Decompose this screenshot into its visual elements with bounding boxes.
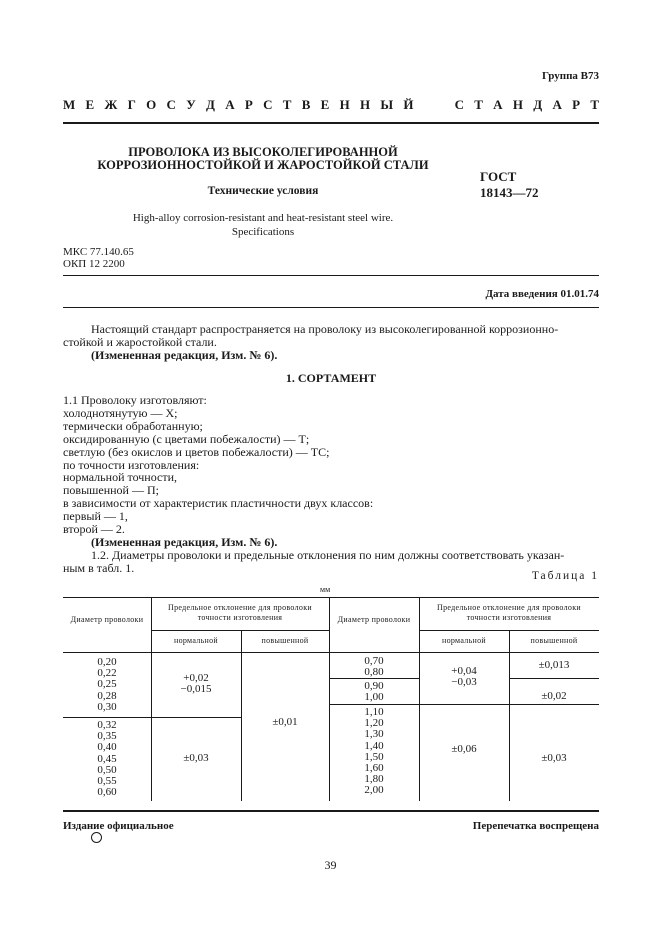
clause-line: оксидированную (с цветами побежалости) — Т; [63,431,310,446]
col-line-4 [419,597,420,801]
heading-letter: Ы [380,97,394,112]
classification-codes [63,246,134,270]
document-subtitle: Технические условия [207,185,319,197]
col-line-1 [151,597,152,801]
heading-letter: М [63,97,76,112]
diameter-value: 1,50 [364,750,384,763]
diameter-value: 0,80 [364,666,384,679]
right-diameters-1 [329,656,419,678]
right-normal-top-plus: +0,04 [451,665,477,677]
header-deviation-right-line-2: точности изготовления [466,613,552,622]
heading-letter: С [166,97,176,112]
diameter-value: 0,60 [97,786,117,799]
section-heading: 1. СОРТАМЕНТ [285,371,377,385]
interstate-standard-heading [63,97,599,113]
diameter-value: 1,20 [364,717,384,730]
heading-letter: Н [512,97,523,112]
right-normal-bottom: ±0,06 [451,743,477,755]
diameter-value: 0,90 [364,680,384,692]
diameter-value: 0,35 [97,730,117,743]
diameter-value: 0,28 [97,689,117,702]
clause-1-1 [63,394,373,536]
circle-mark-icon [91,832,102,843]
reprint-prohibited-label: Перепечатка воспрещена [472,820,599,832]
diameter-value: 1,00 [364,691,384,704]
header-deviation-left [151,603,329,623]
right-group-divider [329,704,599,705]
diameter-value: 1,30 [364,728,384,741]
heading-letter: Н [339,97,350,112]
heading-letter: Е [320,97,330,112]
col-line-2 [241,630,242,801]
table-1 [63,597,599,801]
left-increased: ±0,01 [272,716,298,728]
codes-rule [63,275,599,276]
gost-number: 18143—72 [480,185,539,200]
diameter-value: 1,80 [364,773,384,786]
heading-letter: Т [282,97,292,112]
left-group1-normal-plus: +0,02 [183,672,209,684]
diameter-value: 0,40 [97,741,117,754]
table-header-bottom [63,652,599,653]
heading-letter: О [146,97,157,112]
heading-letter: В [301,97,311,112]
heading-letter: Г [127,97,136,112]
left-subheader-line [151,630,329,631]
left-group2-diameters [63,720,151,798]
heading-letter: Ж [104,97,118,112]
clause-line: повышенной — П; [63,483,159,498]
right-diameters-3 [329,707,419,797]
scope-paragraph [63,323,599,362]
official-edition-label: Издание официальное [63,820,174,832]
gost-designation [480,169,539,201]
header-increased-left: повышенной [261,636,309,645]
english-title [63,211,463,239]
clause-line: холоднотянутую — Х; [63,405,178,420]
title-line-1: ПРОВОЛОКА ИЗ ВЫСОКОЛЕГИРОВАННОЙ [128,145,398,159]
footer-rule [63,810,599,812]
diameter-value: 0,22 [97,667,117,680]
diameter-value: 0,45 [97,752,117,765]
okp-code: ОКП 12 2200 [63,258,125,270]
clause-1-2 [63,536,599,575]
header-increased-right: повышенной [530,636,578,645]
scope-line-2: стойкой и жаростойкой стали. [63,335,217,349]
table-label: Таблица 1 [531,570,599,582]
intro-rule [63,307,599,308]
amendment-note-1: (Измененная редакция, Изм. № 6). [91,348,278,362]
clause-line: первый — 1, [63,509,128,524]
scope-line-1: Настоящий стандарт распространяется на проволоку из высоколегированной коррозионно- [91,322,559,336]
diameter-value: 0,20 [97,656,117,668]
left-group1-diameters [63,657,151,713]
col-line-5 [509,630,510,801]
title-line-2: КОРРОЗИОННОСТОЙКОЙ И ЖАРОСТОЙКОЙ СТАЛИ [97,158,429,172]
heading-letter: Е [85,97,95,112]
introduction-date [485,288,599,300]
right-increased-3: ±0,03 [541,752,567,764]
table-unit: мм [320,585,331,594]
left-group-divider [63,717,241,718]
header-deviation-right [419,603,599,623]
heading-letter: С [454,97,464,112]
intro-date-label: Дата введения [485,288,558,300]
header-deviation-left-line-2: точности изготовления [197,613,283,622]
heading-letter: Й [403,97,414,112]
header-normal-right: нормальной [442,636,486,645]
heading-letter: А [552,97,562,112]
diameter-value: 0,30 [97,700,117,713]
heading-letter: Р [244,97,253,112]
heading-letter: Н [359,97,371,112]
clause-line: по точности изготовления: [63,457,200,472]
diameter-value: 0,25 [97,678,117,691]
clause-line: второй — 2. [63,522,125,537]
clause-line: 1.1 Проволоку изготовляют: [63,393,207,407]
diameter-value: 1,10 [364,706,384,718]
right-normal-top [419,666,509,688]
heading-letter: А [493,97,503,112]
left-group2-normal: ±0,03 [183,752,209,764]
header-normal-left: нормальной [174,636,218,645]
document-title [63,146,463,172]
right-inc-divider-1 [509,678,599,679]
diameter-value: 1,60 [364,762,384,775]
clause-line: светлую (без окислов и цветов побежалости) — ТС; [63,444,330,459]
right-diameters-2 [329,681,419,703]
diameter-value: 0,55 [97,775,117,788]
left-group1-normal-minus: −0,015 [180,683,212,696]
english-title-line-2: Specifications [231,226,295,238]
heading-letter: Р [572,97,581,112]
intro-date-value: 01.01.74 [560,288,599,300]
heading-letter: Т [474,97,483,112]
mks-code: МКС 77.140.65 [63,246,134,258]
group-code: Группа В73 [541,70,599,82]
header-rule [63,122,599,124]
right-normal-top-minus: −0,03 [451,676,477,689]
diameter-value: 0,32 [97,719,117,731]
clause-line: нормальной точности, [63,470,178,485]
header-deviation-right-line-1: Предельное отклонение для проволоки [437,603,581,612]
english-title-line-1: High-alloy corrosion-resistant and heat-resistant steel wire. [132,212,394,224]
diameter-value: 1,40 [364,739,384,752]
amendment-note-2: (Измененная редакция, Изм. № 6). [91,535,278,549]
clause-1-2-line-2: ным в табл. 1. [63,561,135,575]
header-diameter-left: Диаметр проволоки [70,615,144,624]
clause-line: в зависимости от характеристик пластичности двух классов: [63,496,374,511]
diameter-value: 0,70 [364,655,384,667]
left-group1-normal [151,673,241,695]
page-number: 39 [324,858,337,872]
header-deviation-left-line-1: Предельное отклонение для проволоки [168,603,312,612]
right-increased-1: ±0,013 [538,659,570,671]
heading-letter: С [263,97,273,112]
clause-line: термически обработанную; [63,418,203,433]
heading-letter: У [186,97,196,112]
gost-label: ГОСТ [480,169,517,184]
right-increased-2: ±0,02 [541,690,567,702]
heading-letter: А [225,97,235,112]
heading-letter: Д [206,97,215,112]
header-diameter-right: Диаметр проволоки [337,615,411,624]
clause-1-2-line-1: 1.2. Диаметры проволоки и предельные отклонения по ним должны соответствовать указан- [91,548,565,562]
heading-letter: Д [533,97,543,112]
diameter-value: 0,50 [97,763,117,776]
heading-letter: Т [590,97,599,112]
diameter-value: 2,00 [364,784,384,797]
table-border-top [63,597,599,598]
